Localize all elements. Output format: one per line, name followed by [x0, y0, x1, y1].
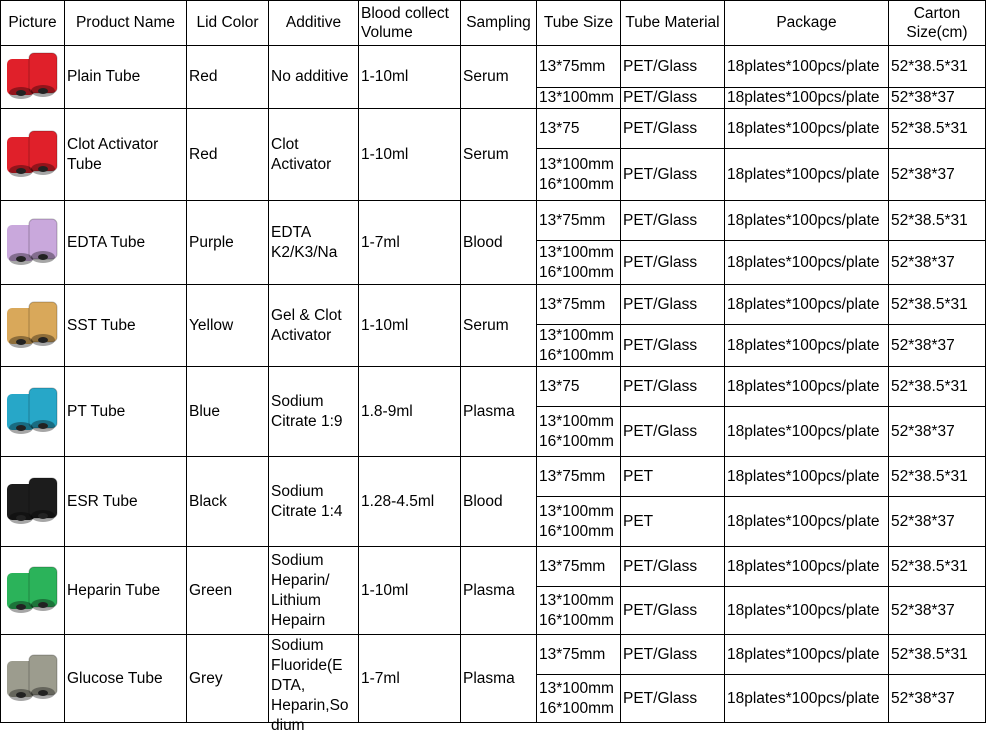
product-name-cell: Plain Tube [65, 46, 187, 109]
picture-cell [1, 457, 65, 547]
sampling-cell: Plasma [461, 635, 537, 723]
carton-size-cell: 52*38.5*31 [889, 46, 986, 88]
tube-material-cell: PET/Glass [621, 201, 725, 241]
yellow-tube-caps-icon [5, 298, 61, 354]
header-picture: Picture [1, 1, 65, 46]
header-row [1, 1, 986, 46]
blood-volume-cell: 1-10ml [359, 285, 461, 367]
carton-size-cell: 52*38.5*31 [889, 367, 986, 407]
additive-text: Sodium Fluoride(E DTA, Heparin,So dium [271, 636, 349, 734]
picture-cell [1, 367, 65, 457]
sampling-cell: Serum [461, 285, 537, 367]
product-name-cell: PT Tube [65, 367, 187, 457]
tube-size-cell: 13*75mm [537, 201, 621, 241]
package-cell: 18plates*100pcs/plate [725, 88, 889, 109]
package-cell: 18plates*100pcs/plate [725, 201, 889, 241]
tube-size-cell: 13*75mm [537, 635, 621, 675]
tube-material-cell: PET/Glass [621, 88, 725, 109]
tube-material-cell: PET/Glass [621, 407, 725, 457]
additive-cell: Sodium Heparin/ Lithium Hepairn [269, 547, 359, 635]
sampling-cell: Serum [461, 46, 537, 109]
package-cell: 18plates*100pcs/plate [725, 497, 889, 547]
tube-material-cell: PET [621, 497, 725, 547]
header-tube-size: Tube Size [537, 1, 621, 46]
header-product-name: Product Name [65, 1, 187, 46]
lid-color-cell: Blue [187, 367, 269, 457]
tube-size-cell: 13*100mm 16*100mm [537, 325, 621, 367]
carton-size-cell: 52*38.5*31 [889, 109, 986, 149]
carton-size-cell: 52*38*37 [889, 675, 986, 723]
additive-cell: Clot Activator [269, 109, 359, 201]
package-cell: 18plates*100pcs/plate [725, 149, 889, 201]
tube-size-cell: 13*75mm [537, 547, 621, 587]
sampling-cell: Plasma [461, 547, 537, 635]
red-tube-caps-icon [5, 127, 61, 183]
tube-material-cell: PET/Glass [621, 547, 725, 587]
carton-size-cell: 52*38*37 [889, 497, 986, 547]
package-cell: 18plates*100pcs/plate [725, 587, 889, 635]
carton-size-cell: 52*38*37 [889, 241, 986, 285]
table-row [1, 46, 986, 88]
header-blood-volume: Blood collect Volume [359, 1, 461, 46]
package-cell: 18plates*100pcs/plate [725, 457, 889, 497]
product-name-cell: Clot Activator Tube [65, 109, 187, 201]
picture-cell [1, 547, 65, 635]
carton-size-cell: 52*38.5*31 [889, 547, 986, 587]
tube-size-cell: 13*100mm 16*100mm [537, 497, 621, 547]
green-tube-caps-icon [5, 563, 61, 619]
purple-tube-caps-icon [5, 215, 61, 271]
picture-cell [1, 201, 65, 285]
carton-size-cell: 52*38.5*31 [889, 635, 986, 675]
additive-cell: No additive [269, 46, 359, 109]
picture-cell [1, 285, 65, 367]
blood-volume-cell: 1-10ml [359, 46, 461, 109]
additive-cell: Gel & Clot Activator [269, 285, 359, 367]
package-cell: 18plates*100pcs/plate [725, 407, 889, 457]
package-cell: 18plates*100pcs/plate [725, 46, 889, 88]
carton-size-cell: 52*38*37 [889, 587, 986, 635]
carton-size-cell: 52*38*37 [889, 325, 986, 367]
header-sampling: Sampling [461, 1, 537, 46]
red-tube-caps-icon [5, 49, 61, 105]
tube-material-cell: PET/Glass [621, 46, 725, 88]
sampling-cell: Serum [461, 109, 537, 201]
header-tube-material: Tube Material [621, 1, 725, 46]
blood-volume-cell: 1.8-9ml [359, 367, 461, 457]
package-cell: 18plates*100pcs/plate [725, 325, 889, 367]
table-row [1, 285, 986, 325]
package-cell: 18plates*100pcs/plate [725, 285, 889, 325]
blood-volume-cell: 1-7ml [359, 635, 461, 723]
black-tube-caps-icon [5, 474, 61, 530]
tube-size-cell: 13*75mm [537, 457, 621, 497]
sampling-cell: Blood [461, 201, 537, 285]
lid-color-cell: Yellow [187, 285, 269, 367]
blood-volume-cell: 1-10ml [359, 547, 461, 635]
blood-volume-cell: 1-7ml [359, 201, 461, 285]
package-cell: 18plates*100pcs/plate [725, 109, 889, 149]
tube-size-cell: 13*100mm 16*100mm [537, 407, 621, 457]
product-name-cell: Heparin Tube [65, 547, 187, 635]
tube-size-cell: 13*100mm 16*100mm [537, 587, 621, 635]
sampling-cell: Plasma [461, 367, 537, 457]
lid-color-cell: Green [187, 547, 269, 635]
carton-size-cell: 52*38*37 [889, 407, 986, 457]
table-row [1, 367, 986, 407]
table-row [1, 635, 986, 675]
blood-volume-cell: 1-10ml [359, 109, 461, 201]
product-name-cell: EDTA Tube [65, 201, 187, 285]
picture-cell [1, 635, 65, 723]
product-name-cell: ESR Tube [65, 457, 187, 547]
product-name-cell: Glucose Tube [65, 635, 187, 723]
tube-material-cell: PET/Glass [621, 149, 725, 201]
table-row [1, 547, 986, 587]
carton-size-cell: 52*38.5*31 [889, 201, 986, 241]
lid-color-cell: Black [187, 457, 269, 547]
blood-volume-cell: 1.28-4.5ml [359, 457, 461, 547]
tube-material-cell: PET [621, 457, 725, 497]
tube-material-cell: PET/Glass [621, 109, 725, 149]
additive-cell: Sodium Citrate 1:4 [269, 457, 359, 547]
carton-size-cell: 52*38.5*31 [889, 457, 986, 497]
additive-cell [269, 635, 359, 734]
additive-cell: Sodium Citrate 1:9 [269, 367, 359, 457]
tube-size-cell: 13*75 [537, 367, 621, 407]
carton-size-cell: 52*38*37 [889, 149, 986, 201]
package-cell: 18plates*100pcs/plate [725, 635, 889, 675]
tube-material-cell: PET/Glass [621, 285, 725, 325]
lid-color-cell: Purple [187, 201, 269, 285]
lid-color-cell: Grey [187, 635, 269, 723]
table-row [1, 457, 986, 497]
tube-material-cell: PET/Glass [621, 325, 725, 367]
tube-material-cell: PET/Glass [621, 587, 725, 635]
package-cell: 18plates*100pcs/plate [725, 241, 889, 285]
table-row [1, 109, 986, 149]
grey-tube-caps-icon [5, 651, 61, 707]
blue-tube-caps-icon [5, 384, 61, 440]
package-cell: 18plates*100pcs/plate [725, 547, 889, 587]
lid-color-cell: Red [187, 46, 269, 109]
tube-size-cell: 13*100mm 16*100mm [537, 149, 621, 201]
package-cell: 18plates*100pcs/plate [725, 367, 889, 407]
header-lid-color: Lid Color [187, 1, 269, 46]
tube-size-cell: 13*100mm [537, 88, 621, 109]
header-additive: Additive [269, 1, 359, 46]
tube-material-cell: PET/Glass [621, 675, 725, 723]
carton-size-cell: 52*38*37 [889, 88, 986, 109]
tube-size-cell: 13*100mm 16*100mm [537, 675, 621, 723]
tube-material-cell: PET/Glass [621, 635, 725, 675]
sampling-cell: Blood [461, 457, 537, 547]
tube-size-cell: 13*75mm [537, 285, 621, 325]
package-cell: 18plates*100pcs/plate [725, 675, 889, 723]
additive-cell: EDTA K2/K3/Na [269, 201, 359, 285]
tube-material-cell: PET/Glass [621, 367, 725, 407]
tube-material-cell: PET/Glass [621, 241, 725, 285]
header-carton-size: Carton Size(cm) [889, 1, 986, 46]
table-row [1, 201, 986, 241]
carton-size-cell: 52*38.5*31 [889, 285, 986, 325]
tube-size-cell: 13*100mm 16*100mm [537, 241, 621, 285]
product-name-cell: SST Tube [65, 285, 187, 367]
picture-cell [1, 109, 65, 201]
header-package: Package [725, 1, 889, 46]
lid-color-cell: Red [187, 109, 269, 201]
tube-size-cell: 13*75mm [537, 46, 621, 88]
tube-size-cell: 13*75 [537, 109, 621, 149]
picture-cell [1, 46, 65, 109]
